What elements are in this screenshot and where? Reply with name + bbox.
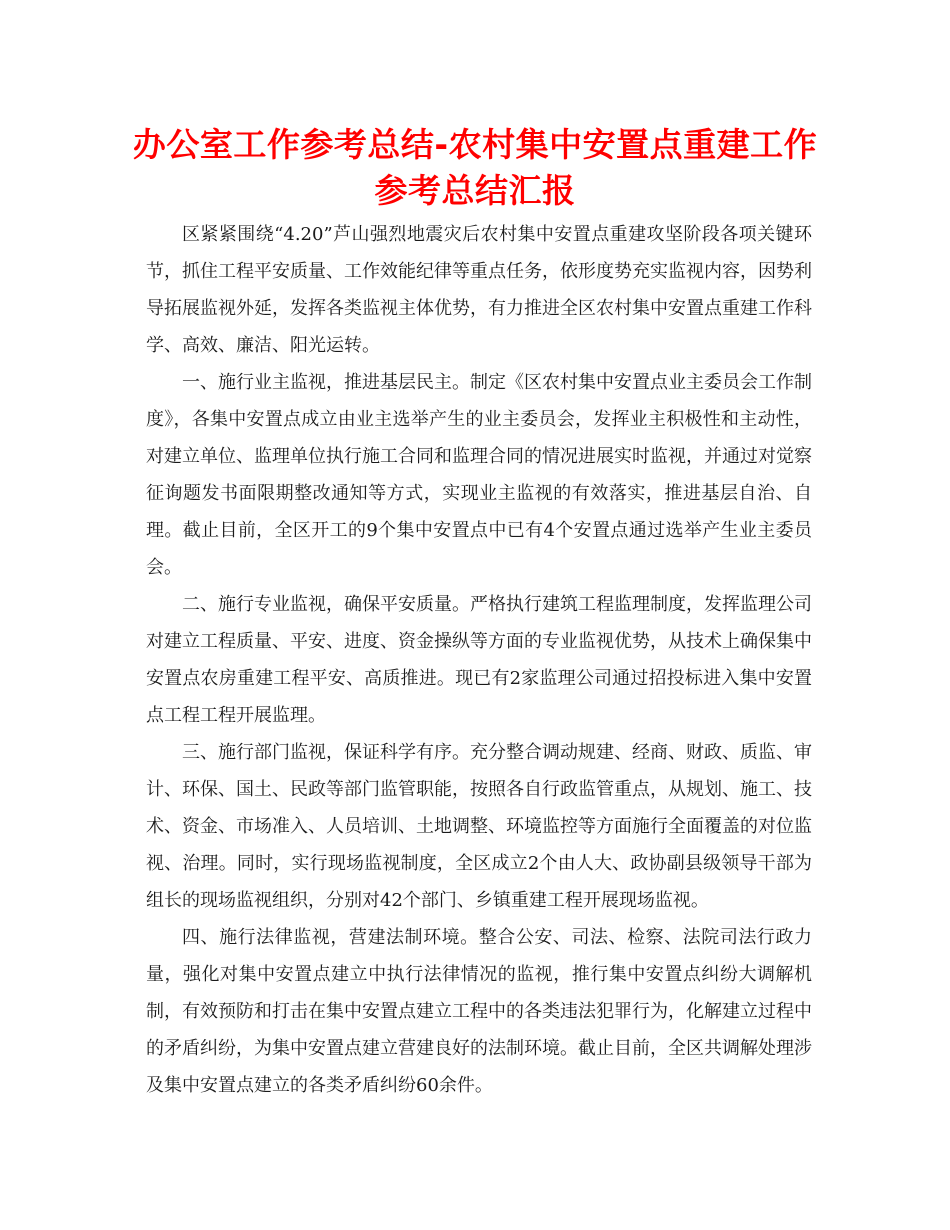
section-paragraph-professional-supervision: 二、施行专业监视，确保平安质量。严格执行建筑工程监理制度，发挥监理公司对建立工程质量、平安、进度、资金操纵等方面的专业监视优势，从技术上确保集中安置点农房重建工程平安、高质推进。现已有2家监理公司通过招投标进入集中安置点工程工程开展监理。: [146, 594, 812, 726]
document-body: [146, 216, 812, 1104]
document-title-line-1: 办公室工作参考总结-农村集中安置点重建工作: [132, 125, 818, 164]
intro-paragraph: 区紧紧围绕“4.20”芦山强烈地震灾后农村集中安置点重建攻坚阶段各项关键环节，抓住工程平安质量、工作效能纪律等重点任务，依形度势充实监视内容，因势利导拓展监视外延，发挥各类监视主体优势，有力推进全区农村集中安置点重建工作科学、高效、廉洁、阳光运转。: [146, 224, 812, 356]
section-paragraph-department-supervision: 三、施行部门监视，保证科学有序。充分整合调动规建、经商、财政、质监、审计、环保、国土、民政等部门监管职能，按照各自行政监管重点，从规划、施工、技术、资金、市场准入、人员培训、土地调整、环境监控等方面施行全面覆盖的对位监视、治理。同时，实行现场监视制度，全区成立2个由人大、政协副县级领导干部为组长的现场监视组织，分别对42个部门、乡镇重建工程开展现场监视。: [146, 742, 812, 911]
document-title-line-2: 参考总结汇报: [374, 171, 576, 210]
section-paragraph-owner-supervision: 一、施行业主监视，推进基层民主。制定《区农村集中安置点业主委员会工作制度》，各集中安置点成立由业主选举产生的业主委员会，发挥业主积极性和主动性，对建立单位、监理单位执行施工合同和监理合同的情况进展实时监视，并通过对觉察征询题发书面限期整改通知等方式，实现业主监视的有效落实，推进基层自治、自理。截止目前，全区开工的9个集中安置点中已有4个安置点通过选举产生业主委员会。: [146, 372, 812, 578]
document-title: [120, 122, 830, 214]
section-paragraph-legal-supervision: 四、施行法律监视，营建法制环境。整合公安、司法、检察、法院司法行政力量，强化对集中安置点建立中执行法律情况的监视，推行集中安置点纠纷大调解机制，有效预防和打击在集中安置点建立工程中的各类违法犯罪行为，化解建立过程中的矛盾纠纷，为集中安置点建立营建良好的法制环境。截止目前，全区共调解处理涉及集中安置点建立的各类矛盾纠纷60余件。: [146, 927, 812, 1096]
